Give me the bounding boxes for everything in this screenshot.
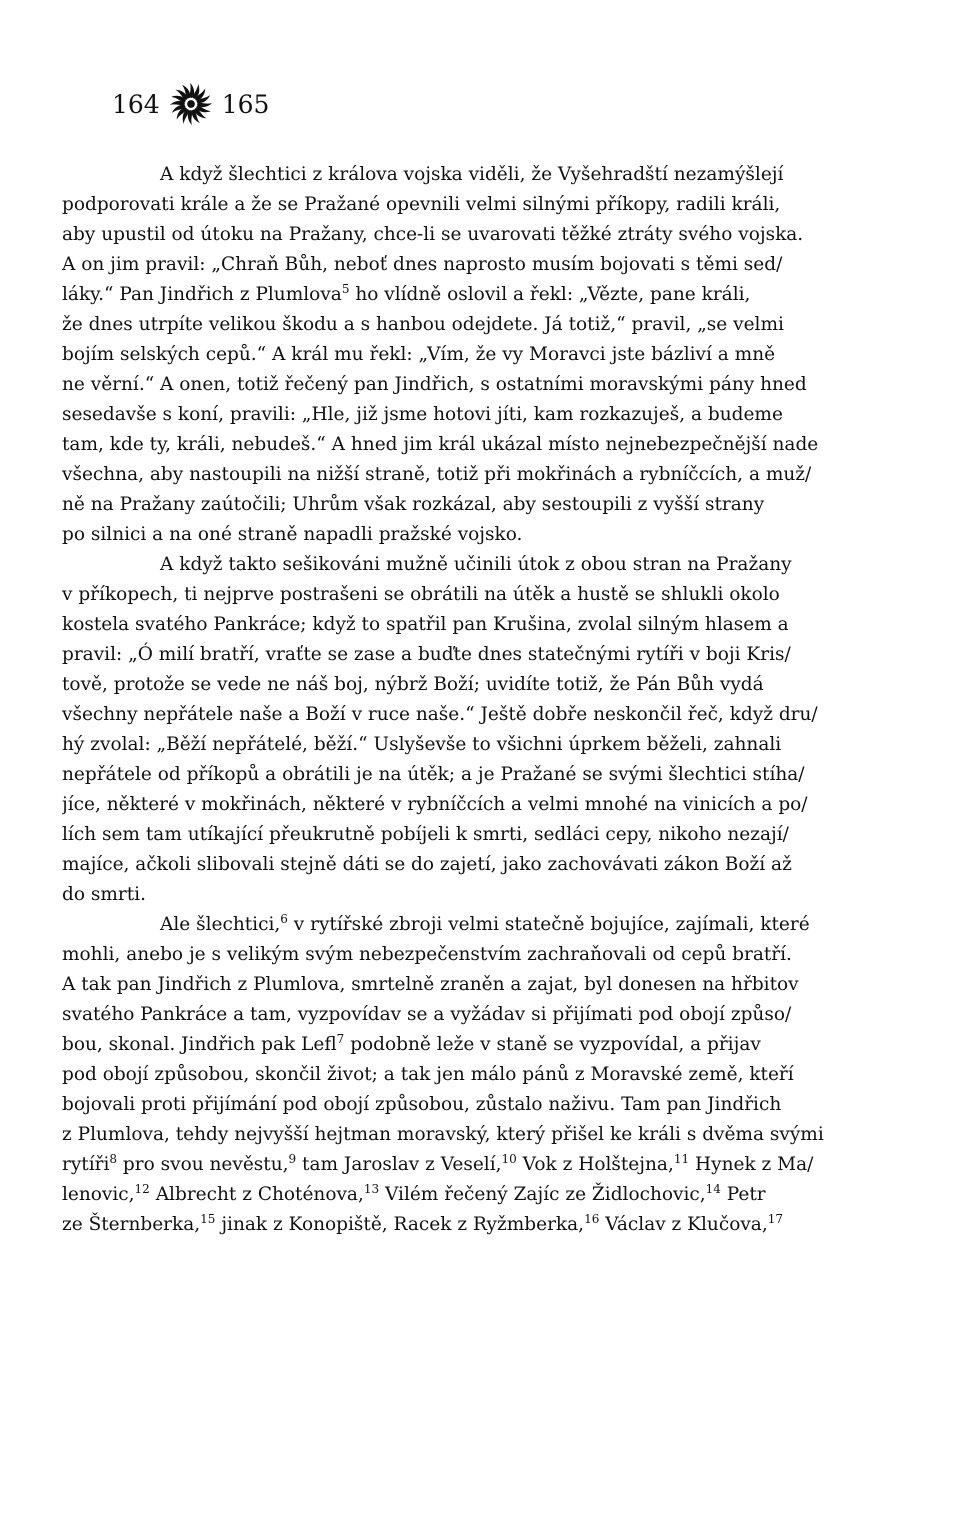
- text-run: Vilém řečený Zajíc ze Židlochovic,: [379, 1184, 706, 1205]
- body-text: [62, 160, 902, 1240]
- text-line: [62, 220, 902, 250]
- text-run: jinak z Konopiště, Racek z Ryžmberka,: [215, 1214, 585, 1235]
- right-page-number: 165: [221, 89, 270, 119]
- text-run: Ale šlechtici,: [160, 914, 281, 935]
- text-run: A tak pan Jindřich z Plumlova, smrtelně zraněn a zajat, byl donesen na hřbitov: [62, 974, 799, 995]
- text-run: láky.“ Pan Jindřich z Plumlova: [62, 284, 342, 305]
- footnote-marker: 5: [341, 282, 350, 296]
- text-run: rytíři: [62, 1154, 110, 1175]
- text-run: pro svou nevěstu,: [117, 1154, 289, 1175]
- text-line: [62, 1150, 902, 1180]
- text-line: [62, 580, 902, 610]
- text-run: hý zvolal: „Běží nepřátelé, běží.“ Uslyševše to všichni úprkem běželi, zahnali: [62, 734, 782, 755]
- text-run: ze Šternberka,: [62, 1214, 201, 1235]
- text-run: tam, kde ty, králi, nebudeš.“ A hned jim král ukázal místo nejnebezpečnější nade: [62, 434, 819, 455]
- text-run: podporovati krále a že se Pražané opevnili velmi silnými příkopy, radili králi,: [62, 194, 781, 215]
- text-run: A když šlechtici z králova vojska viděli, že Vyšehradští nezamýšlejí: [160, 164, 784, 185]
- footnote-marker: 14: [705, 1182, 721, 1196]
- footnote-marker: 6: [280, 912, 288, 926]
- text-run: po silnici a na oné straně napadli pražské vojsko.: [62, 524, 523, 545]
- text-line: [62, 310, 902, 340]
- text-run: v příkopech, ti nejprve postrašeni se obrátili na útěk a hustě se shlukli okolo: [62, 584, 780, 605]
- text-run: kostela svatého Pankráce; když to spatřil pan Krušina, zvolal silným hlasem a: [62, 614, 789, 635]
- text-line: [62, 640, 902, 670]
- text-run: Hynek z Ma/: [689, 1154, 814, 1175]
- text-line: [62, 430, 902, 460]
- footnote-marker: 15: [200, 1212, 216, 1226]
- text-line: [62, 1060, 902, 1090]
- text-run: svatého Pankráce a tam, vyzpovídav se a vyžádav si přijímati pod obojí způso/: [62, 1004, 792, 1025]
- text-line: [62, 280, 902, 310]
- text-line: [62, 760, 902, 790]
- text-run: bojím selských cepů.“ A král mu řekl: „Vím, že vy Moravci jste bázliví a mně: [62, 344, 776, 365]
- text-line: [62, 460, 902, 490]
- text-line: [62, 1120, 902, 1150]
- text-run: Albrecht z Choténova,: [149, 1184, 364, 1205]
- text-run: všechna, aby nastoupili na nižší straně, totiž při mokřinách a rybníčcích, a muž/: [62, 464, 812, 485]
- text-line: [62, 1210, 902, 1240]
- text-run: pod obojí způsobou, skončil život; a tak jen málo pánů z Moravské země, kteří: [62, 1064, 794, 1085]
- text-run: podobně leže v staně se vyzpovídal, a přijav: [344, 1034, 761, 1055]
- text-run: v rytířské zbroji velmi statečně bojujíce, zajímali, které: [287, 914, 810, 935]
- text-line: [62, 1090, 902, 1120]
- footnote-marker: 16: [584, 1212, 600, 1226]
- footnote-marker: 10: [501, 1152, 517, 1166]
- text-run: lích sem tam utíkající přeukrutně pobíjeli k smrti, sedláci cepy, nikoho nezají/: [62, 824, 789, 845]
- text-run: Petr: [720, 1184, 766, 1205]
- text-line: [62, 370, 902, 400]
- text-run: do smrti.: [62, 884, 146, 905]
- text-line: [62, 910, 902, 940]
- text-run: tam Jaroslav z Veselí,: [296, 1154, 502, 1175]
- text-run: tově, protože se vede ne náš boj, nýbrž Boží; uvidíte totiž, že Pán Bůh vydá: [62, 674, 764, 695]
- footnote-marker: 8: [109, 1152, 118, 1166]
- text-line: [62, 970, 902, 1000]
- text-run: majíce, ačkoli slibovali stejně dáti se do zajetí, jako zachovávati zákon Boží až: [62, 854, 792, 875]
- text-line: [62, 160, 902, 190]
- footnote-marker: 11: [673, 1152, 690, 1166]
- text-line: [62, 700, 902, 730]
- text-line: [62, 670, 902, 700]
- footnote-marker: 7: [336, 1032, 345, 1046]
- text-run: jíce, některé v mokřinách, některé v rybníčcích a velmi mnohé na vinicích a po/: [62, 794, 808, 815]
- text-run: lenovic,: [62, 1184, 135, 1205]
- footnote-marker: 9: [288, 1152, 297, 1166]
- text-run: pravil: „Ó milí bratří, vraťte se zase a buďte dnes statečnými rytíři v boji Kris/: [62, 644, 791, 665]
- text-run: bojovali proti přijímání pod obojí způsobou, zůstalo naživu. Tam pan Jindřich: [62, 1094, 782, 1115]
- text-line: [62, 400, 902, 430]
- text-line: [62, 250, 902, 280]
- text-run: A když takto sešikováni mužně učinili útok z obou stran na Pražany: [160, 554, 792, 575]
- text-line: [62, 820, 902, 850]
- text-line: [62, 880, 902, 910]
- text-line: [62, 730, 902, 760]
- text-run: ne věrní.“ A onen, totiž řečený pan Jindřich, s ostatními moravskými pány hned: [62, 374, 807, 395]
- text-line: [62, 1000, 902, 1030]
- text-line: [62, 1030, 902, 1060]
- text-line: [62, 610, 902, 640]
- text-run: Vok z Holštejna,: [516, 1154, 674, 1175]
- text-run: všechny nepřátele naše a Boží v ruce naše.“ Ještě dobře neskončil řeč, když dru/: [62, 704, 818, 725]
- text-line: [62, 550, 902, 580]
- text-run: z Plumlova, tehdy nejvyšší hejtman moravský, který přišel ke králi s dvěma svými: [62, 1124, 824, 1145]
- footnote-marker: 12: [134, 1182, 150, 1196]
- page-header: [112, 82, 269, 126]
- text-run: nepřátele od příkopů a obrátili je na útěk; a je Pražané se svými šlechtici stíha/: [62, 764, 805, 785]
- text-line: [62, 850, 902, 880]
- text-run: Václav z Klučova,: [599, 1214, 768, 1235]
- text-run: bou, skonal. Jindřich pak Lefl: [62, 1034, 337, 1055]
- text-run: ně na Pražany zaútočili; Uhrům však rozkázal, aby sestoupili z vyšší strany: [62, 494, 765, 515]
- text-run: sesedavše s koní, pravili: „Hle, již jsme hotovi jíti, kam rozkazuješ, a budeme: [62, 404, 783, 425]
- text-line: [62, 940, 902, 970]
- text-line: [62, 790, 902, 820]
- floral-rosette-icon: [168, 81, 214, 127]
- text-run: mohli, anebo je s velikým svým nebezpečenstvím zachraňovali od cepů bratří.: [62, 944, 792, 965]
- text-run: že dnes utrpíte velikou škodu a s hanbou odejdete. Já totiž,“ pravil, „se velmi: [62, 314, 784, 335]
- text-line: [62, 190, 902, 220]
- text-line: [62, 520, 902, 550]
- text-run: A on jim pravil: „Chraň Bůh, neboť dnes naprosto musím bojovati s těmi sed/: [62, 254, 783, 275]
- text-run: ho vlídně oslovil a řekl: „Vězte, pane králi,: [349, 284, 751, 305]
- footnote-marker: 13: [363, 1182, 380, 1196]
- footnote-marker: 17: [767, 1212, 783, 1226]
- text-line: [62, 340, 902, 370]
- text-line: [62, 490, 902, 520]
- left-page-number: 164: [112, 89, 160, 119]
- text-line: [62, 1180, 902, 1210]
- text-run: aby upustil od útoku na Pražany, chce-li se uvarovati těžké ztráty svého vojska.: [62, 224, 804, 245]
